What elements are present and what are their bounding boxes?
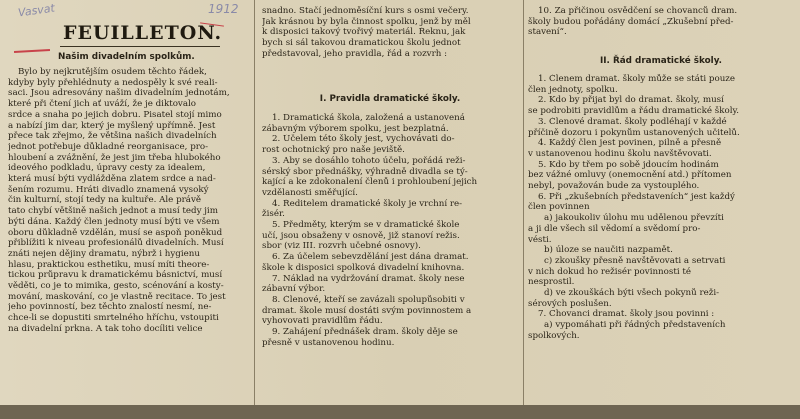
text-line: sérský sbor přednášky, výhradně divadla se tý-	[262, 166, 468, 177]
feuilleton-body	[8, 67, 246, 335]
text-line: tickou průpravu k dramatickému básnictví, musí	[8, 270, 223, 281]
rules-heading: I. Pravidla dramatické školy.	[319, 94, 461, 104]
text-line: vyhovovati pravidlům řádu.	[262, 316, 383, 327]
text-line: ideového podkladu, úpravy cesty za idealem,	[8, 163, 206, 174]
text-line: d) ve zkouškách býti všech pokynů reži-	[544, 288, 720, 299]
text-line: příčině dozoru i pokynům ustanovených učitelů.	[528, 127, 740, 138]
order-heading: II. Řád dramatické školy.	[600, 56, 722, 66]
text-line: 5. Kdo by třem po sobě jdoucím hodinám	[538, 159, 719, 170]
text-line: k disposici takový tvořivý materiál. Řeknu, jak	[262, 27, 466, 38]
text-line: spolkových.	[528, 330, 580, 341]
column-school-rules	[262, 0, 518, 405]
text-line: 3. Aby se dosáhlo tohoto účelu, pořádá reži-	[272, 155, 466, 166]
text-line: která musí býti vydlážděna zlatem srdce a nad-	[8, 174, 216, 185]
text-line: věděti, co je to mimika, gesto, scénování a kosty-	[8, 281, 224, 292]
text-line: kdyby byly přehlédnuty a nedospěly k své reali-	[8, 77, 218, 88]
text-line: v nich dokud ho režisér povinnosti té	[528, 266, 692, 277]
text-line: hloubení a zvážnění, že jest jim třeba hlubokého	[8, 152, 221, 163]
column-school-order	[528, 0, 794, 405]
text-line: dramat. škole musí dostáti svým povinnostem a	[262, 305, 472, 316]
text-line: oboru důkladně vzdělán, musí se aspoň poněkud	[8, 227, 223, 238]
text-line: škole k disposici spolková divadelní knihovna.	[262, 262, 465, 273]
text-line: býti dána. Každý člen jednoty musí býti ve všem	[8, 216, 220, 227]
text-line: a) vypomáhati při řádných představeních	[544, 320, 726, 331]
feuilleton-title: FEUILLETON.	[63, 22, 223, 44]
text-line: chce-li se dopustiti smrtelného hříchu, vstoupiti	[8, 313, 219, 324]
text-line: šením rozumu. Hráti divadlo znamená vysoký	[8, 184, 209, 195]
text-line: zábavní výbor.	[262, 284, 326, 295]
text-line: Jak krásnou by byla činnost spolku, jenž by měl	[262, 16, 471, 27]
text-line: 1. Dramatická škola, založená a ustanovená	[272, 113, 465, 123]
text-line: představoval, jeho pravidla, řád a rozvrh :	[262, 48, 448, 59]
text-line: Bylo by nejkrutějším osudem těchto řádek,	[18, 67, 207, 77]
text-line: bych si sál takovou dramatickou školu jednot	[262, 38, 461, 49]
text-line: 7. Náklad na vydržování dramat. školy nese	[272, 273, 465, 284]
text-line: a nabízí jim dar, který je myšlený upřímně. Jest	[8, 120, 216, 131]
column-separator	[254, 0, 255, 405]
text-line: bez vážné omluvy (onemocnění atd.) přítomen	[528, 170, 732, 181]
text-line: se podrobiti pravidlům a řádu dramatické školy.	[528, 106, 740, 117]
text-line: 3. Členové dramat. školy podléhají v každé	[538, 116, 727, 127]
text-line: a ji dle všech sil vědomí a svědomí pro-	[528, 223, 701, 234]
text-line: člen jednoty, spolku.	[528, 84, 618, 95]
text-line: 10. Za přičinou osvědčení se chovanců dram.	[538, 6, 738, 16]
pencil-annotation-year: 1912	[208, 2, 239, 16]
text-line: 4. Každý člen jest povinen, pilně a přesně	[538, 138, 722, 149]
text-line: mování, maskování, co je vlastně recitace. To jest	[8, 291, 226, 302]
rules-list	[262, 113, 518, 348]
text-line: nebyl, považován bude za vystouplého.	[528, 181, 700, 192]
text-line: čin kulturní, stojí tedy na kultuře. Ale právě	[8, 195, 202, 206]
order-list	[528, 74, 794, 342]
text-line: sbor (viz III. rozvrh učebné osnovy).	[262, 241, 421, 252]
text-line: 2. Kdo by přijat byl do dramat. školy, musí	[538, 95, 724, 106]
text-line: tato chybí většině našich jednot a musí tedy jim	[8, 206, 218, 217]
text-line: srdce a snaha po jejich dobru. Pisatel stojí mimo	[8, 109, 222, 120]
text-line: vésti.	[528, 234, 552, 245]
text-line: 7. Chovanci dramat. školy jsou povinni :	[538, 309, 715, 320]
text-line: a) jakoukoliv úlohu mu udělenou převzíti	[544, 213, 724, 224]
text-line: 5. Předměty, kterým se v dramatické škole	[272, 220, 460, 231]
text-line: c) zkoušky přesně navštěvovati a setrvati	[544, 255, 726, 266]
text-line: žisér.	[262, 209, 285, 220]
text-line: jeho povinností, bez těchto znalostí nesmí, ne-	[8, 302, 212, 313]
pencil-annotation-name: Vasvat	[17, 1, 56, 20]
text-line: stavení“.	[528, 27, 567, 38]
text-line: hlasu, praktickou esthetiku, musí míti theore-	[8, 259, 210, 270]
text-line: snadno. Stačí jednoměsíční kurs s osmi večery.	[262, 6, 469, 16]
school-intro	[262, 6, 518, 60]
text-line: na divadelní prkna. A tak toho docíliti velice	[8, 323, 203, 334]
title-rule	[60, 46, 220, 47]
text-line: zábavným výborem spolku, jest bezplatná.	[262, 123, 449, 134]
text-line: vzdělanosti směřující.	[262, 187, 358, 198]
feuilleton-subtitle: Našim divadelním spolkům.	[58, 52, 195, 62]
text-line: 6. Při „zkušebních představeních“ jest každý	[538, 191, 735, 202]
text-line: školy budou pořádány domácí „Zkušební před-	[528, 16, 734, 27]
text-line: sérových poslušen.	[528, 298, 612, 309]
text-line: v ustanovenou hodinu školu navštěvovati.	[528, 148, 712, 159]
text-line: rost ochotnický pro naše jeviště.	[262, 145, 405, 156]
text-line: saci. Jsou adresovány našim divadelním jednotám,	[8, 88, 230, 99]
text-line: 2. Účelem této školy jest, vychovávati do-	[272, 134, 455, 145]
text-line: 8. Členové, kteří se zavázali spolupůsobiti v	[272, 294, 465, 305]
text-line: učí, jsou obsaženy v osnově, již stanoví režis.	[262, 230, 460, 241]
text-line: 6. Za účelem sebevzdělání jest dána dramat.	[272, 252, 469, 263]
text-line: 9. Zahájení přednášek dram. školy děje se	[272, 327, 458, 338]
text-line: 4. Ředitelem dramatické školy je vrchní re-	[272, 198, 463, 209]
text-line: b) úloze se naučiti nazpamět.	[544, 245, 673, 256]
order-intro	[528, 6, 794, 38]
column-feuilleton	[8, 0, 246, 405]
text-line: 1. Členem dramat. školy může se státi pouze	[538, 74, 736, 84]
text-line: kající a ke zdokonalení členů i prohloubení jejich	[262, 177, 478, 188]
text-line: člen povinnen	[528, 202, 590, 213]
text-line: přece tak zřejmo, že většina našich divadelních	[8, 131, 217, 142]
text-line: znáti nejen dějiny dramatu, nýbrž i hygienu	[8, 248, 200, 259]
column-separator-2	[523, 0, 524, 405]
text-line: přiblížiti k niveau profesionálů divadelních. Musí	[8, 238, 224, 249]
text-line: jednot potřebuje důkladné reorganisace, pro-	[8, 141, 209, 152]
text-line: nesprostil.	[528, 277, 575, 288]
text-line: přesně v ustanovenou hodinu.	[262, 337, 395, 348]
text-line: které při čtení jich ať uváží, že je diktovalo	[8, 99, 197, 110]
